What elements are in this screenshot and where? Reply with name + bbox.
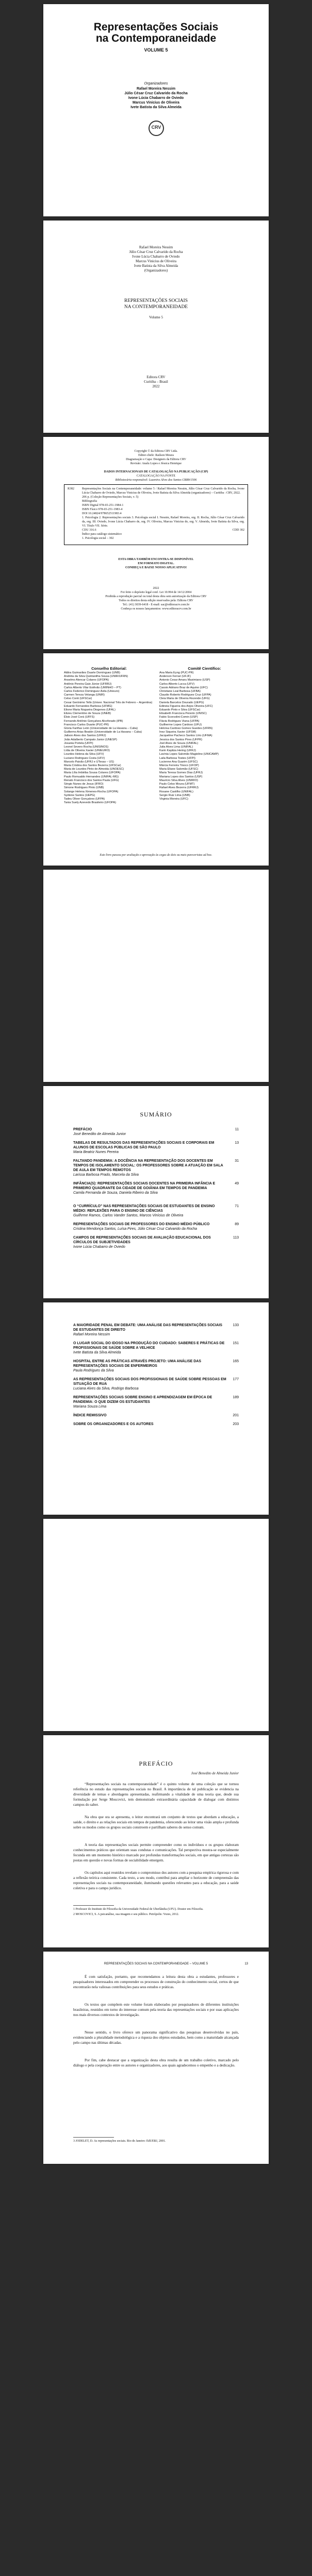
- editorial-council-list: [64, 671, 154, 805]
- council-member: João Adalberto Campato Junior (UNESP): [64, 738, 117, 741]
- notice-line: ESTA OBRA TAMBÉM ENCONTRA-SE DISPONÍVEL: [118, 558, 194, 561]
- toc-entry[interactable]: [73, 1395, 239, 1409]
- credit-line: Copyright © da Editora CRV Ltda.: [134, 450, 178, 453]
- sumario-page-1: [43, 1086, 269, 1298]
- council-member: Leonel Severo Rocha (UNISINOS): [64, 745, 109, 749]
- toc-entry-title: FALTANDO PANDEMIA: A DOCÊNCIA NA REPRESENTAÇÃO DOS DOCENTES EM TEMPOS DE ISOLAMENTO SOCIAL: OS PROFESSORES SOBRE A ATUAÇÃO EM SALA DE AULA EM TEMPOS REMOTOS: [73, 1159, 223, 1172]
- council-member: Gloria Fariñas León (Universidade de La Havana – Cuba): [64, 727, 138, 731]
- cover-organizer: Júlio César Cruz Calvarido da Rocha: [124, 92, 188, 95]
- council-member: Heloísa Cardoso Gomes Guedes (UFRN): [159, 727, 213, 731]
- cip-subtitle: CATALOGAÇÃO NA FONTE: [136, 474, 176, 478]
- toc-entry[interactable]: [73, 1323, 239, 1337]
- toc-entry-title: ÍNDICE REMISSIVO: [73, 1414, 107, 1417]
- council-member: Celso Conti (UFSCar): [64, 697, 92, 701]
- council-member: Carlos Federico Dominguez Avila (Unieuro): [64, 690, 120, 693]
- toc-entry-title: O LUGAR SOCIAL DO IDOSO NA PRODUÇÃO DO CUIDADO: SABERES E PRÁTICAS DE PROFISSIONAIS DE SAÚDE SOBRE A VELHICE: [73, 1342, 225, 1350]
- cip-line: ISBN Físico 978-65-251-1983-4: [82, 508, 123, 511]
- council-member: Simone Rodrigues Pinto (UNB): [64, 786, 104, 790]
- toc-entry-title: CAMPOS DE REPRESENTAÇÕES SOCIAIS DE AVALIAÇÃO EDUCACIONAL DOS CÍRCULOS DE SUBJETIVIDADES: [73, 1236, 211, 1244]
- toc-entry-page: 201: [233, 1414, 239, 1417]
- council-member: Claudio Roberto Rodrigues Cruz (UFPA): [159, 693, 211, 697]
- text-page: [43, 1952, 269, 2164]
- council-member: Elione Maria Nogueira Diogenes (UFAL): [64, 708, 116, 712]
- toc-entry-title: AS REPRESENTAÇÕES SOCIAIS DOS PROFISSIONAIS DE SAÚDE SOBRE PESSOAS EM SITUAÇÃO DE RUA: [73, 1378, 226, 1386]
- notice-line: EM FORMATO DIGITAL.: [138, 562, 174, 565]
- cover-organizer: Ivete Batista da Silva Almeida: [130, 106, 182, 109]
- toc-entry-title: REPRESENTAÇÕES SOCIAIS DE PROFESSORES DO ENSINO MÉDIO PÚBLICO: [73, 1223, 210, 1226]
- rights-line: Tel.: (41) 3039-6418 - E-mail: sac@editoracrv.com.br: [122, 603, 190, 606]
- half-title-title: [43, 298, 269, 310]
- cip-note: Bibliotecária responsável: Luzenira Alves dos Santos CRB9/1506: [115, 479, 197, 482]
- council-member: Laila Barbosa Tostes (UFPI): [159, 756, 195, 760]
- council-member: Fabio Scorsolini-Comin (USP): [159, 716, 198, 719]
- organizers-label: (Organizadores): [144, 268, 168, 273]
- council-member: Maria Cristina dos Santos Bezerra (UFSCar): [64, 764, 121, 768]
- cover-organizer: Ivone Lúcia Chabarro de Oviedo: [128, 96, 184, 100]
- toc-entry-page: 11: [235, 1128, 239, 1131]
- council-member: Joel Alves de Souza (UNIFAL): [159, 741, 199, 745]
- logo-text: CRV: [151, 125, 161, 130]
- toc-entry-title: O “CURRÍCULO” NAS REPRESENTAÇÕES SOCIAIS DE ESTUDANTES DE ENSINO MÉDIO: REFLEXÕES PARA O ENSINO DE CIÊNCIAS: [73, 1205, 215, 1213]
- cip-title: DADOS INTERNACIONAIS DE CATALOGAÇÃO NA PUBLICAÇÃO (CIP): [104, 470, 208, 473]
- council-member: Jacqueline Pacheco Santos Lírio (UFMA): [159, 734, 212, 738]
- prefacio-paragraph: A teoria das representações sociais permite compreender como os indivíduos e os grupos elaboram conhecimentos práticos que orientam suas condutas e comunicações. Tal perspectiva mostra-se especialmente fecunda em um momento histórico marcado por profundas transformações sociais, em que antigas certezas são postas em questão e novas formas de sociabilidade emergem.: [73, 1843, 239, 1862]
- organizer-name: Marcus Vinicius de Oliveira: [136, 259, 176, 263]
- toc-entry-author: Larissa Barbosa Prado, Marcela da Silva: [73, 1173, 139, 1177]
- council-member: Renato Francisco dos Santos Paula (UFG): [64, 778, 119, 782]
- running-header: REPRESENTAÇÕES SOCIAIS NA CONTEMPORANEIDADE – VOLUME 5: [104, 1962, 208, 1965]
- page-number: 13: [244, 1962, 248, 1965]
- council-member: Jailson Alves dos Santos (UFRJ): [64, 734, 106, 738]
- council-member: Inez Siqueira Xavier (UFSM): [159, 731, 196, 734]
- body-paragraph: É com satisfação, portanto, que recomendamos a leitura desta obra a estudantes, professores e pesquisadores interessados em compreender os processos de construção do conhecimento social, certos de que encontrarão nela valiosas contribuições para seus estudos e práticas.: [73, 1975, 239, 1989]
- council-member: Luciano Rodrigues Costa (UFV): [64, 756, 105, 760]
- council-member: Carlos Alberto Lucca (UFV): [159, 682, 195, 686]
- council-member: Aldira Guimarães Duarte Domínguez (UNB): [64, 671, 120, 674]
- footnote: 3 JODELET, D. As representações sociais. Rio de Janeiro: EdUERJ, 2001.: [73, 2140, 166, 2143]
- cover-title: [43, 22, 269, 44]
- rights-line: 2022: [153, 587, 159, 590]
- council-member: Jessica dos Santos Pires (UFPR): [159, 738, 202, 741]
- council-member: Antônio Pereira Gaio Júnior (UFRRJ): [64, 682, 112, 686]
- organizer-name: Júlio César Cruz Calvarido da Rocha: [129, 250, 183, 254]
- cover-organizers: [43, 87, 269, 110]
- body-paragraph: Nesse sentido, o livro oferece um panorama significativo das pesquisas desenvolvidas no país, evidenciando a pluralidade metodológica e a riqueza dos objetos estudados, bem como a maturidade alcançada pelo campo nas últimas décadas.: [73, 2030, 239, 2045]
- council-member: Márcia Ferreira Tinoco (UFOP): [159, 764, 199, 768]
- body-paragraph: Os textos que compõem este volume foram elaborados por pesquisadores de diferentes instituições brasileiras, reunidos em torno do interesse comum pela teoria das representações sociais e por suas aplicações nos mais diversos contextos de investigação.: [73, 2003, 239, 2017]
- prefacio-paragraph: Na obra que ora se apresenta, o leitor encontrará um conjunto de textos que abordam a educação, a saúde, o direito e as relações sociais em tempos de pandemia, oferecendo ao leitor uma visão ampla e profunda sobre os modos como os grupos sociais constroem e partilham saberes do senso comum.: [73, 1815, 239, 1829]
- council-member: Carlos Alberto Vilar Estêvão (UMINHO – PT): [64, 686, 121, 689]
- toc-entry[interactable]: [73, 1235, 239, 1249]
- council-member: Antonio Cesar Amaru Maximiano (USP): [159, 679, 210, 682]
- council-member: Christiane Leal Barbosa (UFBA): [159, 690, 201, 693]
- rights-line: Todos os direitos desta edição reservados pela: Editora CRV: [119, 599, 193, 602]
- body-paragraph: Por fim, cabe destacar que a organização desta obra resulta de um trabalho coletivo, marcado pelo diálogo e pela cooperação entre os autores e organizadores, aos quais agradecemos o empenho e a dedicação.: [73, 2058, 239, 2067]
- council-member: Andréia da Silva Quintanilha Sousa (UNIR/UFRN): [64, 675, 128, 679]
- council-member: Paulo Romualdo Hernandes (UNIFAL-MG): [64, 775, 119, 778]
- credit-line: Revisão: Analu Lopes e Jéssica Henrique: [130, 462, 182, 465]
- cip-code: R382: [68, 487, 75, 490]
- council-member: Maurício Silva Alves (UNIRIO): [159, 778, 198, 782]
- cip-class-row: [82, 528, 244, 532]
- toc-entry[interactable]: [73, 1341, 239, 1355]
- cip-line: 1. Psicologia social – 302: [82, 537, 114, 540]
- council-member: Flávia Rodrigues Viana (UFPA): [159, 719, 200, 723]
- council-member: Elizeu Clementino de Souza (UNEB): [64, 712, 111, 716]
- half-title-page: [43, 221, 269, 433]
- cover-volume: VOLUME 5: [144, 47, 168, 53]
- title-line2: NA CONTEMPORANEIDADE: [124, 304, 188, 310]
- council-member: Guilherme Lopes Cardoso (UFU): [159, 723, 202, 726]
- council-member: Daniela Barcelos Dourado (UEPG): [159, 701, 204, 704]
- council-member: Francisco Carlos Duarte (PUC-PR): [64, 723, 109, 726]
- council-member: Julia Alves Lima (UNIFAL): [159, 745, 193, 749]
- council-member: Maria Teresa Gomes Dias (UFRJ): [159, 771, 203, 775]
- council-member: Mariana Lopes dos Santos (USP): [159, 775, 203, 778]
- council-member: Elisabeth Francisca Peixoto (UNISC): [159, 712, 207, 716]
- toc-entry-page: 89: [235, 1223, 239, 1226]
- cip-line: 206 p. (Coleção Representações Sociais, v. 5): [82, 496, 139, 499]
- toc-entry[interactable]: [73, 1422, 239, 1427]
- credit-line: Diagramação e Capa: Designers da Editora CRV: [126, 458, 186, 461]
- organizer-name: Ivone Lúcia Chabarro de Oviedo: [132, 255, 180, 259]
- council-member: Sergio Ruiz Lima (UNB): [159, 793, 190, 797]
- toc-entry[interactable]: [73, 1204, 239, 1218]
- notice-line: CONHEÇA E BAIXE NOSSO APLICATIVO!: [125, 566, 187, 569]
- toc-entry[interactable]: [73, 1377, 239, 1391]
- title-line1: REPRESENTAÇÕES SOCIAIS: [124, 298, 188, 303]
- publisher-logo-icon: [149, 121, 164, 136]
- cip-cdd: CDD 302: [232, 529, 244, 532]
- cover-organizer: Marcus Vinicius de Oliveira: [133, 101, 179, 105]
- toc-entry-author: Mariana Souza Lima: [73, 1405, 107, 1409]
- council-member: Solange Helena Ximenes-Rocha (UFOPA): [64, 790, 119, 793]
- prefacio-author: José Benedito de Almeida Junior: [191, 1771, 239, 1775]
- toc-entry[interactable]: [73, 1159, 239, 1177]
- council-member: Anderson Ferrari (UFJF): [159, 675, 191, 679]
- council-member: Rosane Castilho (UNIFAL): [159, 790, 193, 793]
- council-page: [43, 653, 269, 866]
- cover-organizers-label: Organizadores: [144, 82, 168, 86]
- toc-entry-author: Camila Fernanda de Souza, Daniela Ribeiro da Silva: [73, 1191, 158, 1195]
- council-member: Lídia de Oliveira Xavier (UNIEURO): [64, 749, 110, 753]
- blank-page: [43, 870, 269, 1082]
- toc-entry[interactable]: [73, 1181, 239, 1195]
- blank-page: [43, 1519, 269, 1731]
- toc-entry-page: 177: [233, 1378, 239, 1381]
- toc-entry-author: José Benedito de Almeida Junior: [73, 1132, 126, 1136]
- council-member: Ana Maria Eyng (PUC-PR): [159, 671, 194, 674]
- council-member: Maria de Lourdes Pinto de Almeida (UNOESC): [64, 768, 124, 771]
- toc-entry-page: 13: [235, 1141, 239, 1145]
- toc-entry-author: Guilhrme Ramos, Carlos Vander Santos, Marcos Vinícius de Oliveira: [73, 1214, 184, 1217]
- toc-entry-title: PREFÁCIO: [73, 1128, 92, 1131]
- rights-line: Foi feito o depósito legal conf. Lei 10.994 de 14/12/2004: [120, 591, 192, 594]
- council-member: Karin Kapitza Hering (UFRJ): [159, 749, 196, 753]
- council-member: Sydione Santos (UEPG): [64, 793, 95, 797]
- sumario-title: SUMÁRIO: [140, 1111, 172, 1118]
- council-member: Paulo Celso Moura (UFMT): [159, 783, 195, 786]
- prefacio-title: PREFÁCIO: [139, 1760, 173, 1767]
- toc-entry-author: Ivone Lúcia Chabarro de Oviedo: [73, 1245, 125, 1249]
- toc-entry-author: Maria Beatriz Nunes Pereira: [73, 1150, 119, 1154]
- cip-line: ISBN Digital 978-65-251-1984-1: [82, 504, 124, 507]
- half-title-organizers: [43, 245, 269, 273]
- council-member: Maria Eliane Salomão (UFSC): [159, 768, 199, 771]
- cip-entry: [82, 487, 244, 540]
- toc-entry-title: HOSPITAL ENTRE AS PRÁTICAS ATRAVÉS PROJETO: UMA ANÁLISE DAS REPRESENTAÇÕES SOCIAIS DE ENFERMEIROS: [73, 1360, 202, 1368]
- cover-organizer: Rafael Moreira Nessim: [136, 87, 176, 91]
- prefacio-paragraph: “Representações sociais na contemporaneidade” é o quinto volume de uma coleção que se tornou referência no estudo das representações sociais no Brasil. A importância de tal publicação se evidencia na diversidade de temas e abordagens apresentadas, reafirmando a vitalidade de uma teoria que, desde sua formulação por Serge Moscovici, tem demonstrado extraordinária capacidade de dialogar com distintos campos do saber.: [73, 1782, 239, 1807]
- council-member: Virginia Moreira (UFC): [159, 797, 188, 801]
- council-member: Eduardo Fernandes Barbosa (UFMG): [64, 704, 112, 708]
- council-member: Lucienne Ana Guarim (UFSC): [159, 760, 198, 764]
- toc-entry-title: INFÂNCIA(S): REPRESENTAÇÕES SOCIAIS DOCENTES NA PRIMEIRA INFÂNCIA E PRIMEIRO QUADRANTE DA CIDADE DE GOIÂNIA EM TEMPOS DE PANDEMIA: [73, 1182, 216, 1190]
- council-member: Rafael Alves Bezerra (UFRRJ): [159, 786, 199, 790]
- toc-entry-title: A MAIORIDADE PENAL EM DEBATE: UMA ANÁLISE DAS REPRESENTAÇÕES SOCIAIS DE ESTUDANTES DE DIREITO: [73, 1324, 222, 1332]
- cip-line: Índice para catálogo sistemático: [82, 533, 122, 536]
- council-member: Cleia Maria de Oliveira Rezende (UFG): [159, 697, 210, 701]
- council-member: Tania Suely Azevedo Brasileiro (UFOPA): [64, 801, 116, 805]
- cip-line: Bibliografia: [82, 500, 97, 503]
- toc-entry-title: SOBRE OS ORGANIZADORES E OS AUTORES: [73, 1422, 154, 1426]
- editorial-council: [64, 666, 154, 805]
- sumario-page-2: [43, 1302, 269, 1515]
- cover-title-line2: na Contemporaneidade: [95, 32, 217, 44]
- scientific-committee-list: [159, 671, 250, 801]
- toc-entry-author: Rafael Moreira Nessim: [73, 1333, 110, 1336]
- council-member: Edineia Figueira dos Anjos Oliveira (UFC): [159, 704, 213, 708]
- toc-entry-page: 165: [233, 1360, 239, 1363]
- council-member: Guillermo Arias Beatón (Universidade de La Havana – Cuba): [64, 731, 142, 734]
- cip-cdu: CDU 316.6: [82, 529, 96, 532]
- cip-line: Representações Sociais na Contemporaneidade: volume 5 / Rafael Moreira Nessim, Júlio César Cruz Calvarido da Rocha, Ivone Lúcia Chabarro de Oviedo, Marcus Vinicius de Oliveira, Ivete Batista da Silva Almeida (organizadores) – Curitiba : CRV, 2022.: [82, 487, 244, 495]
- toc-entry-author: Cristina Mendonça Santos, Luísa Pires, Júlio César Cruz Calvarido da Rocha: [73, 1227, 198, 1231]
- publication-year: 2022: [152, 384, 160, 388]
- toc-entry-title: TABELAS DE RESULTADOS DAS REPRESENTAÇÕES SOCIAIS E CORPORAIS EM ALUNOS DE ESCOLAS PÚBLICAS DE SÃO PAULO: [73, 1141, 215, 1149]
- toc-entry-page: 49: [235, 1182, 239, 1185]
- council-member: Josania Portela (UFPI): [64, 741, 93, 745]
- toc-entry[interactable]: [73, 1222, 239, 1231]
- toc-entry-page: 203: [233, 1422, 239, 1426]
- council-member: Carmen Tereza Velanga (UNIR): [64, 693, 105, 697]
- copyright-page: [43, 437, 269, 649]
- peer-review-note: Este livro passou por avaliação e aprovação às cegas de dois ou mais pareceristas ad hoc.: [100, 854, 212, 857]
- cip-line: 1. Psicologia 2. Representações sociais 3. Psicologia social I. Nessim, Rafael Moreira, org. II. Rocha, Júlio César Cruz Calvarido da, org. III. Oviedo, Ivone Lúcia Chabarro de, org. IV. Oliveira, Marcus Vinicius de, org. V. Almeida, Ivete Batista da Silva, org. VI. Título VII. Série.: [82, 516, 244, 528]
- cip-line: DOI 10.24824/978652511983.4: [82, 512, 122, 515]
- council-member: Marcelo Paixão (UFRJ e UTexas – US): [64, 760, 114, 764]
- toc-entry[interactable]: [73, 1359, 239, 1373]
- footnote-divider: [73, 2137, 114, 2138]
- toc-entry-page: 151: [233, 1342, 239, 1345]
- credit-line: Editor-chefe: Railson Moura: [138, 454, 174, 457]
- council-member: Tadeu Oliver Gonçalves (UFPA): [64, 797, 105, 801]
- toc-entry-page: 189: [233, 1396, 239, 1399]
- toc-entry-page: 113: [233, 1236, 239, 1240]
- council-member: Cesar Gerónimo Tello (Univer. Nacional Três de Febrero – Argentina): [64, 701, 153, 704]
- toc-entry-page: 31: [235, 1159, 239, 1163]
- rights-block: [43, 586, 269, 611]
- council-member: Maria Lília Imbiriba Sousa Colares (UFOPA): [64, 771, 121, 775]
- toc-entry[interactable]: [73, 1413, 239, 1418]
- footnote-divider: [73, 1905, 114, 1906]
- digital-notice: [43, 557, 269, 570]
- half-title-volume: Volume 5: [149, 315, 163, 319]
- cover-title-line1: Representações Sociais: [93, 21, 219, 33]
- prefacio-paragraph: Os capítulos aqui reunidos revelam o compromisso dos autores com a pesquisa empírica rigorosa e com a reflexão teórica consistente. Cada texto, a seu modo, contribui para ampliar o horizonte de compreensão das representações sociais na contemporaneidade, iluminando questões relevantes para a educação, para a saúde coletiva e para o campo jurídico.: [73, 1871, 239, 1890]
- toc-entry[interactable]: [73, 1127, 239, 1137]
- cover-page: [43, 4, 269, 216]
- organizer-name: Ivete Batista da Silva Almeida: [134, 264, 178, 268]
- council-member: Fernando Antônio Gonçalves Alcoforado (IPB): [64, 719, 123, 723]
- half-title-imprint: [43, 375, 269, 389]
- scientific-committee-title: Comitê Científico:: [188, 666, 221, 671]
- rights-line: Conheça os nossos lançamentos: www.editoracrv.com.br: [121, 607, 191, 611]
- toc-entry[interactable]: [73, 1141, 239, 1155]
- footnote: 2 MOSCOVICI, S. A psicanálise, sua imagem e seu público. Petrópolis: Vozes, 2012.: [73, 1913, 179, 1916]
- publisher-place: Curitiba – Brasil: [144, 380, 168, 384]
- council-member: Lavínia Lopes Salomão Magiolino (UNICAMP): [159, 753, 219, 756]
- organizer-name: Rafael Moreira Nessim: [139, 245, 173, 249]
- footnote: 1 Professor do Instituto de Filosofia da Universidade Federal de Uberlândia (UFU). Doutor em Filosofia.: [73, 1908, 204, 1911]
- council-member: Lourdes Helena da Silva (UFV): [64, 753, 104, 756]
- rights-line: Proibida a reprodução parcial ou total desta obra sem autorização da Editora CRV: [105, 595, 207, 598]
- toc-entry-page: 133: [233, 1324, 239, 1327]
- editorial-council-title: Conselho Editorial:: [91, 666, 127, 671]
- council-member: Élsio José Corá (UFFS): [64, 716, 95, 719]
- toc-entry-title: REPRESENTAÇÕES SOCIAIS SOBRE ENSINO E APRENDIZAGEM EM ÉPOCA DE PANDEMIA: O QUE DIZEM OS ESTUDANTES: [73, 1396, 212, 1404]
- credits-block: [43, 449, 269, 466]
- toc-entry-author: Luciana Alves da Silva, Rodrigo Barbosa: [73, 1387, 139, 1391]
- toc-entry-author: Paula Rodrigues da Silva: [73, 1369, 114, 1372]
- council-member: Anselmo Alencar Colares (UFOPA): [64, 679, 109, 682]
- council-member: Sérgio Nunes de Jesus (IFRO): [64, 783, 104, 786]
- scientific-committee: [159, 666, 250, 801]
- toc-entry-page: 71: [235, 1205, 239, 1208]
- publisher-name: Editora CRV: [146, 375, 166, 379]
- council-member: Cassio Adriano Braz de Aquino (UFC): [159, 686, 208, 689]
- cip-box: [64, 484, 248, 545]
- council-member: Eduardo Pinto e Silva (UFSCar): [159, 708, 201, 712]
- toc-entry-author: Ivete Batista da Silva Almeida: [73, 1351, 121, 1354]
- prefacio-page: [43, 1735, 269, 1947]
